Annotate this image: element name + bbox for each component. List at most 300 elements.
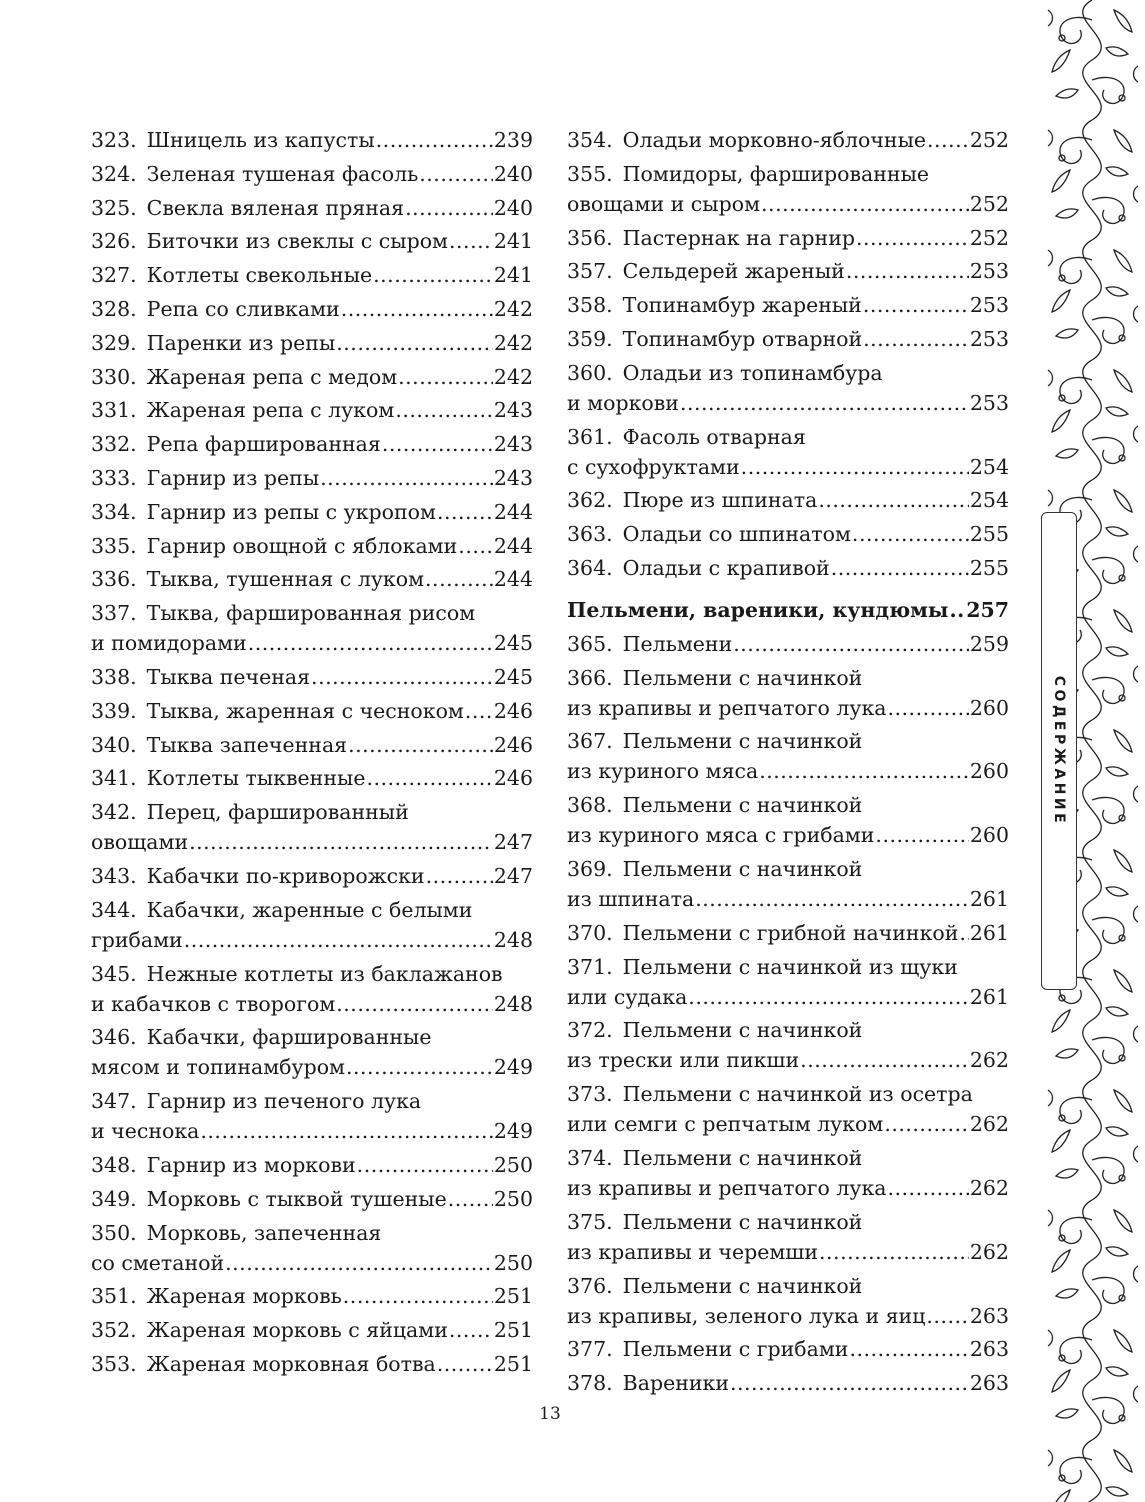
toc-entry-number: 362. xyxy=(567,488,613,513)
toc-entry-line xyxy=(91,192,533,226)
toc-entry-page: 240 xyxy=(493,195,533,220)
toc-entry[interactable] xyxy=(567,1142,1009,1206)
toc-entry-line xyxy=(567,387,1009,421)
toc-entry[interactable] xyxy=(91,958,533,1022)
toc-entry-title: Топинамбур отварной xyxy=(622,326,863,351)
toc-entry-title: Гарнир из моркови xyxy=(146,1152,356,1177)
toc-entry-line xyxy=(91,563,533,597)
leader-dots xyxy=(449,1314,493,1348)
toc-entry-number: 371. xyxy=(567,954,613,979)
toc-entry-title: из куриного мяса xyxy=(567,759,759,784)
toc-entry-page: 240 xyxy=(493,161,533,186)
leader-dots xyxy=(926,1300,968,1334)
toc-entry-title: со сметаной xyxy=(91,1250,225,1275)
page-number: 13 xyxy=(539,1404,561,1424)
toc-entry-line xyxy=(91,796,533,826)
toc-entry-line xyxy=(91,124,533,158)
toc-entry-number: 367. xyxy=(567,729,613,754)
toc-entry[interactable] xyxy=(91,1314,533,1348)
toc-entry-title: Пельмени с начинкой из осетра xyxy=(622,1082,973,1107)
toc-entry[interactable] xyxy=(567,662,1009,726)
leader-dots xyxy=(759,755,969,789)
toc-entry-line xyxy=(91,988,533,1022)
toc-entry-page: 261 xyxy=(969,886,1009,911)
toc-entry-line xyxy=(91,158,533,192)
toc-left-column xyxy=(91,124,533,1382)
toc-entry-line xyxy=(567,518,1009,552)
toc-entry[interactable] xyxy=(91,695,533,729)
leader-dots xyxy=(341,293,493,327)
toc-entry-title: с сухофруктами xyxy=(567,454,740,479)
toc-entry-number: 375. xyxy=(567,1209,613,1234)
toc-entry-number: 325. xyxy=(91,195,137,220)
leader-dots xyxy=(189,826,493,860)
toc-entry-page: 253 xyxy=(969,390,1009,415)
toc-entry-line xyxy=(91,394,533,428)
toc-entry-line xyxy=(91,1247,533,1281)
toc-entry-title: и кабачков с творогом xyxy=(91,991,336,1016)
toc-entry-number: 353. xyxy=(91,1351,137,1376)
toc-entry-number: 335. xyxy=(91,533,137,558)
toc-entry-line xyxy=(567,1108,1009,1142)
toc-entry[interactable] xyxy=(567,124,1009,158)
toc-entry-title: Котлеты тыквенные xyxy=(146,766,366,791)
leader-dots xyxy=(927,124,969,158)
toc-entry[interactable] xyxy=(567,1333,1009,1367)
toc-entry-page: 248 xyxy=(493,927,533,952)
toc-entry[interactable] xyxy=(567,484,1009,518)
toc-entry-number: 323. xyxy=(91,128,137,152)
toc-entry[interactable] xyxy=(567,158,1009,222)
toc-entry-title: Тыква, тушенная с луком xyxy=(146,567,425,592)
toc-entry-page: 262 xyxy=(969,1239,1009,1264)
leader-dots xyxy=(863,289,969,323)
toc-entry-line xyxy=(567,255,1009,289)
toc-entry[interactable] xyxy=(567,255,1009,289)
toc-entry-line xyxy=(91,293,533,327)
toc-entry-title: Пельмени с начинкой xyxy=(622,1145,863,1170)
toc-entry[interactable] xyxy=(91,394,533,428)
toc-entry-page: 249 xyxy=(493,1055,533,1080)
toc-entry[interactable] xyxy=(567,552,1009,586)
leader-dots xyxy=(398,361,493,395)
toc-entry-title: Пельмени с грибами xyxy=(622,1337,849,1362)
toc-entry[interactable] xyxy=(91,729,533,763)
toc-entry-title: грибами xyxy=(91,927,183,952)
leader-dots xyxy=(819,1236,969,1270)
toc-entry[interactable] xyxy=(91,1085,533,1149)
floral-ornament-icon xyxy=(1048,360,1138,480)
toc-entry-line xyxy=(567,552,1009,586)
leader-dots xyxy=(849,1333,968,1367)
toc-entry[interactable] xyxy=(91,894,533,958)
toc-entry-number: 358. xyxy=(567,293,613,318)
toc-entry-number: 345. xyxy=(91,961,137,986)
leader-dots xyxy=(800,1044,969,1078)
toc-entry-number: 350. xyxy=(91,1220,137,1245)
toc-right-column xyxy=(567,124,1009,1401)
toc-entry-line xyxy=(567,883,1009,917)
toc-entry-page: 260 xyxy=(969,695,1009,720)
toc-entry-title: Кабачки, жаренные с белыми xyxy=(146,897,473,922)
toc-entry[interactable] xyxy=(567,357,1009,421)
leader-dots xyxy=(336,988,493,1022)
leader-dots xyxy=(357,1149,493,1183)
toc-entry-number: 352. xyxy=(91,1318,137,1343)
toc-entry[interactable] xyxy=(91,462,533,496)
toc-entry-page: 245 xyxy=(493,631,533,656)
toc-entry-line xyxy=(91,1051,533,1085)
toc-entry-line xyxy=(567,1206,1009,1236)
toc-entry-number: 344. xyxy=(91,897,137,922)
toc-entry[interactable] xyxy=(91,597,533,661)
toc-entry-number: 364. xyxy=(567,555,613,580)
toc-entry-title: мясом и топинамбуром xyxy=(91,1055,345,1080)
toc-entry-page: 253 xyxy=(969,293,1009,318)
toc-entry-line xyxy=(91,826,533,860)
toc-entry-title: из куриного мяса с грибами xyxy=(567,823,875,848)
toc-entry-page: 251 xyxy=(493,1318,533,1343)
toc-entry[interactable] xyxy=(91,563,533,597)
toc-entry-title: Гарнир из репы с укропом xyxy=(146,499,436,524)
toc-entry-page: 239 xyxy=(493,128,533,152)
toc-entry-line xyxy=(567,484,1009,518)
toc-entry-title: Котлеты свекольные xyxy=(146,263,373,288)
toc-entry-page: 252 xyxy=(969,128,1009,152)
toc-entry-page: 263 xyxy=(969,1303,1009,1328)
leader-dots xyxy=(846,255,969,289)
toc-entry-title: Перец, фаршированный xyxy=(146,800,409,825)
toc-entry-page: 251 xyxy=(493,1351,533,1376)
toc-entry-line xyxy=(91,496,533,530)
toc-entry[interactable] xyxy=(91,1021,533,1085)
toc-entry-line xyxy=(91,1115,533,1149)
leader-dots xyxy=(458,530,493,564)
toc-entry-page: 263 xyxy=(969,1371,1009,1396)
toc-entry-title: Репа фаршированная xyxy=(146,432,381,457)
toc-entry[interactable] xyxy=(91,796,533,860)
toc-entry-title: Оладьи с крапивой xyxy=(622,555,830,580)
toc-entry-number: 339. xyxy=(91,698,137,723)
toc-entry-title: Жареная морковь с яйцами xyxy=(146,1318,448,1343)
leader-dots xyxy=(320,462,493,496)
toc-entry-title: Фасоль отварная xyxy=(622,424,806,449)
toc-entry[interactable] xyxy=(567,1270,1009,1334)
toc-entry-line xyxy=(91,1085,533,1115)
toc-entry-number: 377. xyxy=(567,1337,613,1362)
toc-entry-page: 253 xyxy=(969,326,1009,351)
toc-entry-line xyxy=(91,661,533,695)
toc-entry-title: Пельмени с начинкой xyxy=(622,1018,863,1043)
toc-entry-line xyxy=(567,755,1009,789)
leader-dots xyxy=(741,451,969,485)
toc-entry[interactable] xyxy=(567,421,1009,485)
toc-entry-line xyxy=(91,762,533,796)
toc-entry-title: Морковь, запеченная xyxy=(146,1220,382,1245)
toc-entry-title: из крапивы и черемши xyxy=(567,1239,819,1264)
toc-entry-line xyxy=(567,289,1009,323)
toc-entry-page: 246 xyxy=(493,698,533,723)
toc-entry-line xyxy=(567,725,1009,755)
leader-dots xyxy=(856,222,969,256)
toc-entry-page: 252 xyxy=(969,225,1009,250)
toc-entry-line xyxy=(91,1280,533,1314)
toc-entry-number: 324. xyxy=(91,161,137,186)
floral-ornament-icon xyxy=(1048,0,1138,120)
leader-dots xyxy=(373,259,493,293)
toc-entry-number: 346. xyxy=(91,1025,137,1050)
toc-entry[interactable] xyxy=(567,518,1009,552)
toc-entry[interactable] xyxy=(91,1183,533,1217)
leader-dots xyxy=(448,1183,493,1217)
toc-entry-number: 341. xyxy=(91,766,137,791)
toc-entry-title: Тыква запеченная xyxy=(146,732,348,757)
toc-entry-title: Оладьи со шпинатом xyxy=(622,522,851,547)
toc-entry[interactable] xyxy=(91,293,533,327)
toc-entry-page: 246 xyxy=(493,766,533,791)
toc-entry-title: Тыква, жаренная с чесноком xyxy=(146,698,464,723)
toc-entry-line xyxy=(91,327,533,361)
toc-entry-line xyxy=(567,951,1009,981)
toc-entry-page: 262 xyxy=(969,1048,1009,1073)
toc-entry[interactable] xyxy=(567,789,1009,853)
toc-entry[interactable] xyxy=(91,192,533,226)
floral-ornament-icon xyxy=(1048,1080,1138,1200)
toc-entry-line xyxy=(567,323,1009,357)
toc-entry[interactable] xyxy=(91,428,533,462)
toc-entry-number: 354. xyxy=(567,128,613,152)
toc-entry[interactable] xyxy=(91,860,533,894)
section-page: 257 xyxy=(966,597,1009,622)
toc-entry[interactable] xyxy=(91,530,533,564)
toc-entry-page: 250 xyxy=(493,1250,533,1275)
toc-entry-title: Помидоры, фаршированные xyxy=(622,161,930,186)
toc-entry-line xyxy=(567,1014,1009,1044)
side-tab-label: СОДЕРЖАНИЕ xyxy=(1051,675,1067,827)
toc-entry[interactable] xyxy=(567,289,1009,323)
toc-entry-line xyxy=(567,1044,1009,1078)
toc-entry-title: Пельмени с начинкой xyxy=(622,1273,863,1298)
toc-entry-page: 247 xyxy=(493,830,533,855)
toc-entry-line xyxy=(567,1172,1009,1206)
toc-entry-line xyxy=(567,692,1009,726)
toc-entry-title: Пельмени с грибной начинкой xyxy=(622,920,959,945)
leader-dots xyxy=(730,1367,969,1401)
toc-entry-line xyxy=(567,981,1009,1015)
toc-entry-title: Тыква, фаршированная рисом xyxy=(146,601,476,626)
toc-entry[interactable] xyxy=(567,222,1009,256)
toc-entry-number: 347. xyxy=(91,1089,137,1114)
toc-entry[interactable] xyxy=(567,725,1009,789)
toc-entry-title: из крапивы, зеленого лука и яиц xyxy=(567,1303,926,1328)
toc-entry-line xyxy=(567,853,1009,883)
leader-dots xyxy=(395,394,493,428)
toc-entry-number: 349. xyxy=(91,1186,137,1211)
toc-entry-number: 360. xyxy=(567,360,613,385)
toc-entry-page: 244 xyxy=(493,499,533,524)
toc-entry-number: 370. xyxy=(567,920,613,945)
toc-entry-line xyxy=(567,357,1009,387)
toc-entry-page: 242 xyxy=(493,330,533,355)
floral-ornament-icon xyxy=(1048,1440,1138,1502)
toc-entry[interactable] xyxy=(91,225,533,259)
toc-entry[interactable] xyxy=(91,762,533,796)
toc-entry[interactable] xyxy=(91,259,533,293)
toc-entry-page: 244 xyxy=(493,533,533,558)
toc-entry[interactable] xyxy=(91,158,533,192)
toc-entry-number: 359. xyxy=(567,326,613,351)
toc-entry-line xyxy=(91,627,533,661)
toc-entry-number: 363. xyxy=(567,522,613,547)
leader-dots xyxy=(225,1247,493,1281)
leader-dots xyxy=(888,692,969,726)
section-leader-dots xyxy=(949,594,965,628)
toc-entry-number: 356. xyxy=(567,225,613,250)
toc-entry-title: Тыква печеная xyxy=(146,664,311,689)
toc-entry[interactable] xyxy=(91,661,533,695)
toc-entry-number: 348. xyxy=(91,1152,137,1177)
section-heading[interactable] xyxy=(567,586,1009,628)
toc-entry[interactable] xyxy=(91,496,533,530)
toc-entry-page: 251 xyxy=(493,1284,533,1309)
toc-entry-line xyxy=(91,1149,533,1183)
toc-entry-title: из шпината xyxy=(567,886,695,911)
toc-entry-title: Топинамбур жареный xyxy=(622,293,862,318)
leader-dots xyxy=(959,917,968,951)
toc-entry-number: 334. xyxy=(91,499,137,524)
toc-entry-line xyxy=(91,1217,533,1247)
toc-entry-title: Гарнир из репы xyxy=(146,465,320,490)
toc-entry-number: 342. xyxy=(91,800,137,825)
toc-entry[interactable] xyxy=(91,124,533,158)
toc-entry[interactable] xyxy=(567,853,1009,917)
toc-entry[interactable] xyxy=(567,1078,1009,1142)
toc-entry[interactable] xyxy=(91,1149,533,1183)
toc-entry-title: Пастернак на гарнир xyxy=(622,225,855,250)
toc-entry-page: 243 xyxy=(493,432,533,457)
toc-entry-title: Оладьи морковно-яблочные xyxy=(622,128,927,152)
toc-entry-page: 259 xyxy=(969,631,1009,656)
toc-entry-number: 351. xyxy=(91,1284,137,1309)
leader-dots xyxy=(465,695,493,729)
leader-dots xyxy=(311,661,493,695)
toc-entry-line xyxy=(91,860,533,894)
leader-dots xyxy=(343,1280,493,1314)
leader-dots xyxy=(346,1051,493,1085)
toc-entry-title: Нежные котлеты из баклажанов xyxy=(146,961,503,986)
toc-entry-title: или семги с репчатым луком xyxy=(567,1112,884,1137)
toc-entry-title: овощами и сыром xyxy=(567,191,761,216)
toc-entry[interactable] xyxy=(567,1367,1009,1401)
toc-entry-number: 330. xyxy=(91,364,137,389)
toc-entry-title: Пельмени xyxy=(622,631,733,656)
toc-entry-page: 250 xyxy=(493,1152,533,1177)
toc-entry-number: 340. xyxy=(91,732,137,757)
toc-entry-page: 260 xyxy=(969,823,1009,848)
toc-entry-page: 263 xyxy=(969,1337,1009,1362)
toc-entry-page: 254 xyxy=(969,488,1009,513)
toc-entry-number: 343. xyxy=(91,863,137,888)
toc-entry-page: 254 xyxy=(969,454,1009,479)
toc-entry[interactable] xyxy=(567,323,1009,357)
toc-entry-title: из крапивы и репчатого лука xyxy=(567,695,887,720)
toc-entry[interactable] xyxy=(567,1014,1009,1078)
toc-right-list-b xyxy=(567,628,1009,1401)
leader-dots xyxy=(818,484,969,518)
toc-entry-number: 374. xyxy=(567,1145,613,1170)
leader-dots xyxy=(888,1172,969,1206)
toc-entry-number: 337. xyxy=(91,601,137,626)
toc-entry[interactable] xyxy=(567,1206,1009,1270)
toc-entry-page: 250 xyxy=(493,1186,533,1211)
toc-entry-number: 366. xyxy=(567,665,613,690)
toc-entry-line xyxy=(567,1333,1009,1367)
toc-entry-title: Пельмени с начинкой xyxy=(622,729,863,754)
leader-dots xyxy=(336,327,493,361)
leader-dots xyxy=(419,158,493,192)
toc-entry-title: Репа со сливками xyxy=(146,296,340,321)
toc-entry[interactable] xyxy=(91,1348,533,1382)
leader-dots xyxy=(184,924,493,958)
leader-dots xyxy=(366,762,492,796)
toc-entry-line xyxy=(567,1142,1009,1172)
leader-dots xyxy=(761,188,969,222)
toc-entry-title: из трески или пикши xyxy=(567,1048,800,1073)
section-title: Пельмени, вареники, кундюмы xyxy=(567,597,949,622)
toc-entry-page: 241 xyxy=(493,229,533,254)
toc-entry[interactable] xyxy=(567,951,1009,1015)
toc-entry-number: 332. xyxy=(91,432,137,457)
toc-entry-number: 329. xyxy=(91,330,137,355)
toc-entry-title: Гарнир из печеного лука xyxy=(146,1089,422,1114)
toc-entry-page: 243 xyxy=(493,398,533,423)
leader-dots xyxy=(449,225,493,259)
toc-entry[interactable] xyxy=(567,628,1009,662)
toc-entry-page: 243 xyxy=(493,465,533,490)
leader-dots xyxy=(376,124,493,158)
toc-entry-line xyxy=(567,451,1009,485)
leader-dots xyxy=(405,192,493,226)
toc-entry-line xyxy=(567,789,1009,819)
toc-entry-title: Жареная репа с луком xyxy=(146,398,395,423)
toc-entry-line xyxy=(567,188,1009,222)
toc-entry-line xyxy=(567,1300,1009,1334)
toc-entry[interactable] xyxy=(91,1217,533,1281)
toc-entry-title: Пюре из шпината xyxy=(622,488,818,513)
toc-entry-line xyxy=(91,729,533,763)
toc-entry-line xyxy=(567,158,1009,188)
toc-entry-title: Пельмени с начинкой xyxy=(622,1209,863,1234)
toc-entry[interactable] xyxy=(567,917,1009,951)
toc-entry-number: 355. xyxy=(567,161,613,186)
leader-dots xyxy=(425,563,493,597)
toc-entry[interactable] xyxy=(91,1280,533,1314)
toc-entry-page: 260 xyxy=(969,759,1009,784)
toc-entry-line xyxy=(567,628,1009,662)
toc-entry-line xyxy=(91,1314,533,1348)
toc-entry[interactable] xyxy=(91,361,533,395)
toc-entry-title: Гарнир овощной с яблоками xyxy=(146,533,458,558)
toc-entry-title: Паренки из репы xyxy=(146,330,336,355)
toc-entry-line xyxy=(91,1183,533,1217)
toc-entry-number: 338. xyxy=(91,664,137,689)
toc-entry[interactable] xyxy=(91,327,533,361)
toc-entry-title: из крапивы и репчатого лука xyxy=(567,1175,887,1200)
toc-entry-title: и моркови xyxy=(567,390,679,415)
toc-entry-line xyxy=(567,917,1009,951)
leader-dots xyxy=(831,552,969,586)
toc-right-list-a xyxy=(567,124,1009,586)
